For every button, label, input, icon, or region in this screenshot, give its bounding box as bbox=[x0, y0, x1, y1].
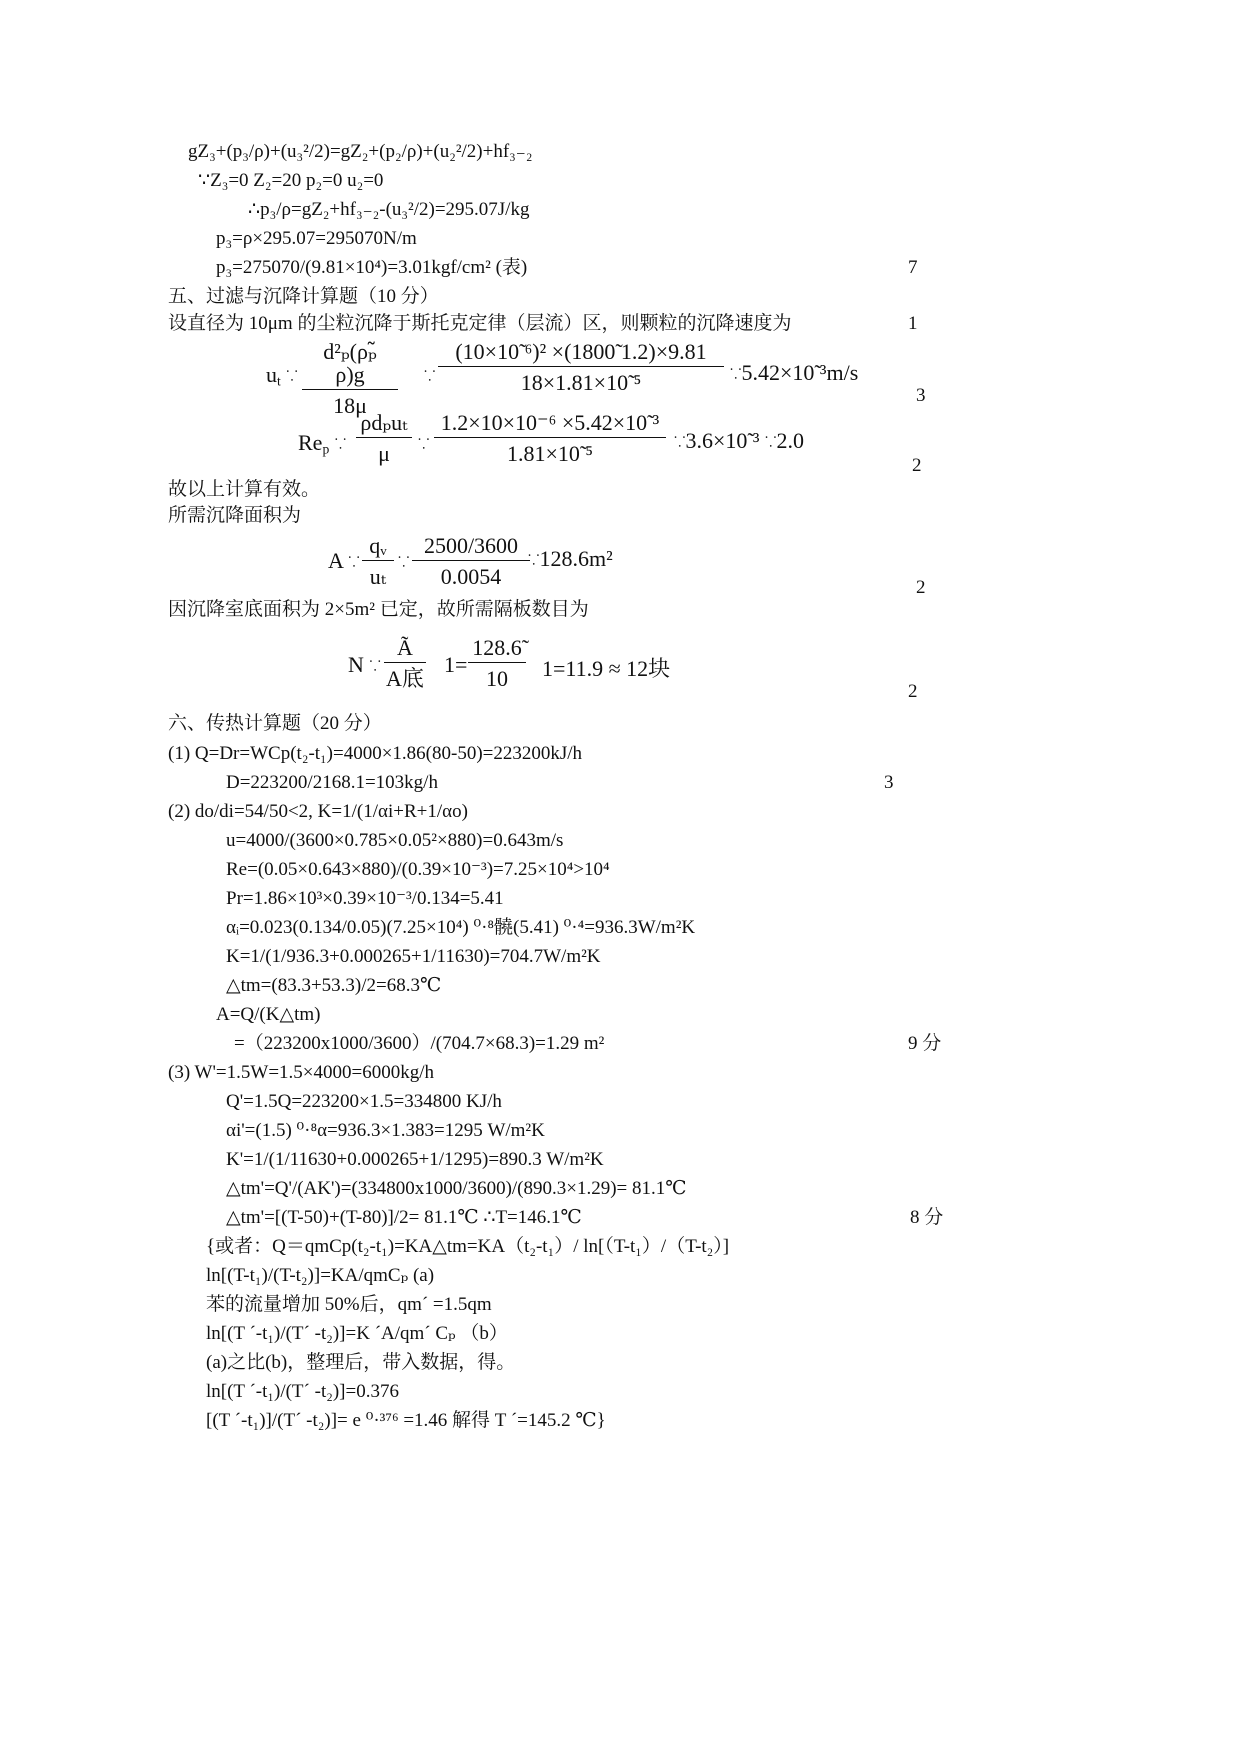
score-area: 2 bbox=[916, 577, 926, 598]
plates-text: 因沉降室底面积为 2×5m² 已定，故所需隔板数目为 bbox=[168, 599, 589, 620]
area-num-symbolic: qᵥ bbox=[362, 534, 394, 561]
score-heat-3: 8 分 bbox=[910, 1207, 944, 1228]
p3-value-a: p₃=ρ×295.07=295070N/m bbox=[216, 228, 417, 249]
section-five-heading: 五、过滤与沉降计算题（10 分） bbox=[168, 286, 439, 307]
heat-line-6: Pr=1.86×10³×0.39×10⁻³/0.134=5.41 bbox=[226, 888, 504, 909]
area-den-symbolic: uₜ bbox=[369, 564, 387, 590]
heat-line-14: αi'=(1.5) ⁰·⁸α=936.3×1.383=1295 W/m²K bbox=[226, 1120, 545, 1141]
ut-lhs: $u_t$ ⸪ bbox=[266, 362, 298, 389]
heat-line-23: ln[(T ˊ-t₁)/(Tˊ -t₂)]=0.376 bbox=[206, 1381, 399, 1402]
pressure-head-result: ∴p₃/ρ=gZ₂+hf₃₋₂-(u₃²/2)=295.07J/kg bbox=[248, 199, 530, 220]
area-fraction-symbolic bbox=[362, 534, 394, 588]
heat-line-4: u=4000/(3600×0.785×0.05²×880)=0.643m/s bbox=[226, 830, 564, 851]
area-lhs: A ⸪ bbox=[328, 548, 360, 573]
p3-value-b: p₃=275070/(9.81×10⁴)=3.01kgf/cm² (表) bbox=[216, 257, 528, 278]
ut-fraction-symbolic bbox=[302, 340, 398, 417]
plates-den-symbolic: A底 bbox=[386, 666, 424, 692]
score-heat-2: 9 分 bbox=[908, 1033, 942, 1054]
heat-line-18: {或者：Q＝qmCp(t₂-t₁)=KA△tm=KA（t₂-t₁）/ ln[（T-t₁）/（T-t₂）] bbox=[206, 1236, 730, 1257]
heat-line-19: ln[(T-t₁)/(T-t₂)]=KA/qmCₚ (a) bbox=[206, 1265, 435, 1286]
rep-result: ⸪3.6×10̃ ³ ⸪2.0 bbox=[674, 428, 804, 453]
score-7: 7 bbox=[908, 257, 918, 278]
score-intro: 1 bbox=[908, 313, 918, 334]
heat-line-13: Q'=1.5Q=223200×1.5=334800 KJ/h bbox=[226, 1091, 502, 1112]
heat-line-2: D=223200/2168.1=103kg/h bbox=[226, 772, 438, 793]
score-heat-1: 3 bbox=[884, 772, 894, 793]
area-equals-1: ⸪ bbox=[398, 555, 410, 571]
ut-result: ⸪5.42×10̃ ³m/s bbox=[730, 360, 859, 385]
heat-line-17: △tm'=[(T-50)+(T-80)]/2= 81.1℃ ∴T=146.1℃ bbox=[226, 1207, 582, 1228]
rep-num-numeric: 1.2×10×10⁻⁶ ×5.42×10̃ ³ bbox=[434, 411, 666, 438]
heat-line-7: αᵢ=0.023(0.134/0.05)(7.25×10⁴) ⁰·⁸髐(5.41) ⁰·⁴=936.3W/m²K bbox=[226, 917, 696, 938]
heat-line-5: Re=(0.05×0.643×880)/(0.39×10⁻³)=7.25×10⁴>10⁴ bbox=[226, 859, 610, 880]
plates-fraction-numeric bbox=[468, 636, 526, 690]
heat-line-22: (a)之比(b)，整理后，带入数据，得。 bbox=[206, 1352, 516, 1373]
plates-lhs: N ⸪ bbox=[348, 652, 381, 677]
area-result: ⸪128.6m² bbox=[528, 546, 613, 571]
rep-fraction-numeric bbox=[434, 411, 666, 465]
rep-lhs: $Re_p$ ⸪ bbox=[298, 430, 347, 457]
ut-den-numeric: 18×1.81×10̃ ⁵ bbox=[520, 370, 642, 396]
area-den-numeric: 0.0054 bbox=[440, 564, 502, 590]
heat-line-24: [(T ˊ-t₁)]/(Tˊ -t₂)]= e ⁰·³⁷⁶ =1.46 解得 T ˊ=145.2 ℃} bbox=[206, 1410, 606, 1431]
score-ut: 3 bbox=[916, 385, 926, 406]
plates-num-numeric: 128.6̃ bbox=[468, 636, 526, 663]
heat-line-3: (2) do/di=54/50<2, K=1/(1/αi+R+1/αo) bbox=[168, 801, 468, 822]
section-six-heading: 六、传热计算题（20 分） bbox=[168, 713, 382, 734]
heat-line-15: K'=1/(1/11630+0.000265+1/1295)=890.3 W/m²K bbox=[226, 1149, 604, 1170]
valid-text: 故以上计算有效。 bbox=[168, 479, 321, 500]
heat-line-16: △tm'=Q'/(AK')=(334800x1000/3600)/(890.3×1.29)= 81.1℃ bbox=[226, 1178, 687, 1199]
heat-line-11: =（223200x1000/3600）/(704.7×68.3)=1.29 m² bbox=[234, 1033, 605, 1054]
bernoulli-equation: gZ₃+(p₃/ρ)+(u₃²/2)=gZ₂+(p₂/ρ)+(u₂²/2)+hf₃₋₂ bbox=[188, 141, 533, 162]
rep-den-symbolic: μ bbox=[378, 441, 390, 467]
settling-intro: 设直径为 10μm 的尘粒沉降于斯托克定律（层流）区，则颗粒的沉降速度为 bbox=[168, 313, 792, 334]
heat-line-12: (3) W'=1.5W=1.5×4000=6000kg/h bbox=[168, 1062, 434, 1083]
score-rep: 2 bbox=[912, 455, 922, 476]
ut-den-symbolic: 18μ bbox=[333, 393, 367, 419]
plates-fraction-symbolic bbox=[384, 636, 426, 690]
rep-num-symbolic: ρdₚuₜ bbox=[356, 411, 412, 438]
ut-equals-1: ⸪ bbox=[424, 369, 436, 385]
heat-line-9: △tm=(83.3+53.3)/2=68.3℃ bbox=[226, 975, 442, 996]
ut-fraction-numeric bbox=[438, 340, 724, 394]
area-fraction-numeric bbox=[412, 534, 530, 588]
heat-line-10: A=Q/(K△tm) bbox=[216, 1004, 321, 1025]
need-area-text: 所需沉降面积为 bbox=[168, 505, 302, 526]
plates-mid: 1= bbox=[444, 652, 468, 677]
ut-num-numeric: (10×10̃ ⁶)² ×(1800̃ 1.2)×9.81 bbox=[438, 340, 724, 367]
rep-den-numeric: 1.81×10̃ ⁵ bbox=[506, 441, 594, 467]
ut-num-symbolic: d²ₚ(ρₚ̃ ρ)g bbox=[302, 340, 398, 390]
heat-line-1: (1) Q=Dr=WCp(t₂-t₁)=4000×1.86(80-50)=223200kJ/h bbox=[168, 743, 583, 764]
plates-den-numeric: 10 bbox=[486, 666, 508, 692]
plates-result: 1=11.9 ≈ 12块 bbox=[542, 656, 671, 681]
heat-line-21: ln[(T ˊ-t₁)/(Tˊ -t₂)]=K ˊA/qmˊ Cₚ （b） bbox=[206, 1323, 508, 1344]
rep-fraction-symbolic bbox=[356, 411, 412, 465]
score-plates: 2 bbox=[908, 681, 918, 702]
given-conditions: ∵Z₃=0 Z₂=20 p₂=0 u₂=0 bbox=[198, 170, 384, 191]
heat-line-8: K=1/(1/936.3+0.000265+1/11630)=704.7W/m²K bbox=[226, 946, 601, 967]
heat-line-20: 苯的流量增加 50%后，qmˊ =1.5qm bbox=[206, 1294, 492, 1315]
plates-num-symbolic: Ã bbox=[384, 636, 426, 663]
area-num-numeric: 2500/3600 bbox=[412, 534, 530, 561]
rep-equals-1: ⸪ bbox=[418, 437, 430, 453]
